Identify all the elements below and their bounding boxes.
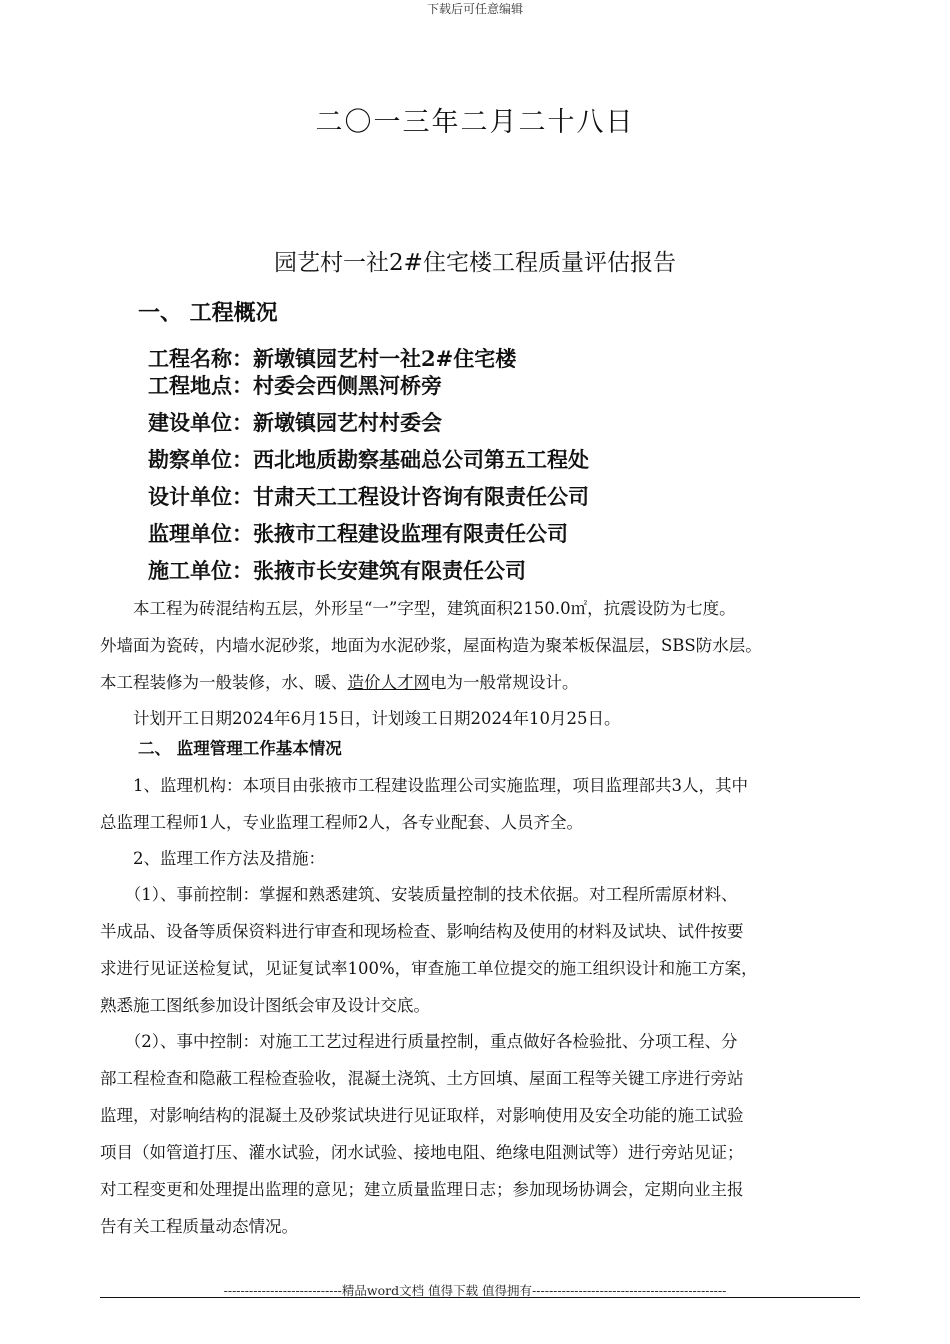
info-owner: 建设单位：新墩镇园艺村村委会 bbox=[148, 410, 442, 435]
section-heading-overview: 一、 工程概况 bbox=[138, 300, 278, 326]
overview-line: 本工程装修为一般装修，水、暖、造价人才网电为一般常规设计。 bbox=[100, 673, 579, 692]
mid-control-line: 项目（如管道打压、灌水试验，闭水试验、接地电阻、绝缘电阻测试等）进行旁站见证； bbox=[100, 1143, 744, 1162]
footer-rule bbox=[100, 1297, 860, 1298]
org-paragraph bbox=[100, 767, 870, 841]
overview-line: 本工程为砖混结构五层，外形呈“一”字型，建筑面积2150.0㎡，抗震设防为七度。 bbox=[100, 599, 736, 618]
mid-control-line: 告有关工程质量动态情况。 bbox=[100, 1217, 298, 1236]
info-project-location: 工程地点：村委会西侧黑河桥旁 bbox=[148, 373, 442, 398]
info-construction-unit: 施工单位：张掖市长安建筑有限责任公司 bbox=[148, 558, 526, 583]
mid-control-line: 部工程检查和隐蔽工程检查验收，混凝土浇筑、土方回填、屋面工程等关键工序进行旁站 bbox=[100, 1069, 744, 1088]
pre-control-line: 熟悉施工图纸参加设计图纸会审及设计交底。 bbox=[100, 996, 430, 1015]
overview-line: 外墙面为瓷砖，内墙水泥砂浆，地面为水泥砂浆，屋面构造为聚苯板保温层，SBS防水层。 bbox=[100, 636, 762, 655]
mid-control-line: 监理，对影响结构的混凝土及砂浆试块进行见证取样，对影响使用及安全功能的施工试验 bbox=[100, 1106, 744, 1125]
method-paragraph bbox=[100, 840, 870, 877]
overview-paragraph bbox=[100, 590, 870, 701]
schedule-line: 计划开工日期2024年6月15日，计划竣工日期2024年10月25日。 bbox=[100, 709, 621, 728]
mid-control-line: （2）、事中控制：对施工工艺过程进行质量控制，重点做好各检验批、分项工程、分 bbox=[100, 1032, 738, 1051]
schedule-paragraph bbox=[100, 700, 870, 737]
report-title: 园艺村一社2#住宅楼工程质量评估报告 bbox=[274, 250, 676, 276]
report-date: 二〇一三年二月二十八日 bbox=[315, 107, 635, 138]
pre-control-line: 半成品、设备等质保资料进行审查和现场检查、影响结构及使用的材料及试块、试件按要 bbox=[100, 922, 744, 941]
org-line: 总监理工程师1人，专业监理工程师2人，各专业配套、人员齐全。 bbox=[100, 813, 583, 832]
pre-control-line: （1）、事前控制：掌握和熟悉建筑、安装质量控制的技术依据。对工程所需原材料、 bbox=[100, 885, 738, 904]
pre-control-line: 求进行见证送检复试，见证复试率100%，审查施工单位提交的施工组织设计和施工方案， bbox=[100, 959, 758, 978]
mid-control-line: 对工程变更和处理提出监理的意见；建立质量监理日志；参加现场协调会，定期向业主报 bbox=[100, 1180, 744, 1199]
section-heading-supervision: 二、 监理管理工作基本情况 bbox=[138, 739, 342, 758]
pre-control-paragraph bbox=[100, 876, 870, 1024]
talent-link[interactable]: 造价人才网 bbox=[347, 673, 430, 692]
info-design-unit: 设计单位：甘肃天工工程设计咨询有限责任公司 bbox=[148, 484, 589, 509]
header-note: 下载后可任意编辑 bbox=[426, 2, 523, 16]
info-survey-unit: 勘察单位：西北地质勘察基础总公司第五工程处 bbox=[148, 447, 589, 472]
org-line: 1、监理机构：本项目由张掖市工程建设监理公司实施监理，项目监理部共3人，其中 bbox=[100, 776, 748, 795]
info-supervision-unit: 监理单位：张掖市工程建设监理有限责任公司 bbox=[148, 521, 568, 546]
method-line: 2、监理工作方法及措施： bbox=[100, 849, 325, 868]
info-project-name: 工程名称：新墩镇园艺村一社2#住宅楼 bbox=[148, 346, 517, 371]
mid-control-paragraph bbox=[100, 1023, 870, 1245]
footer-note: ----------------------------精品word文档 值得下载 值得拥有---------------------------------------------- bbox=[223, 1283, 727, 1298]
